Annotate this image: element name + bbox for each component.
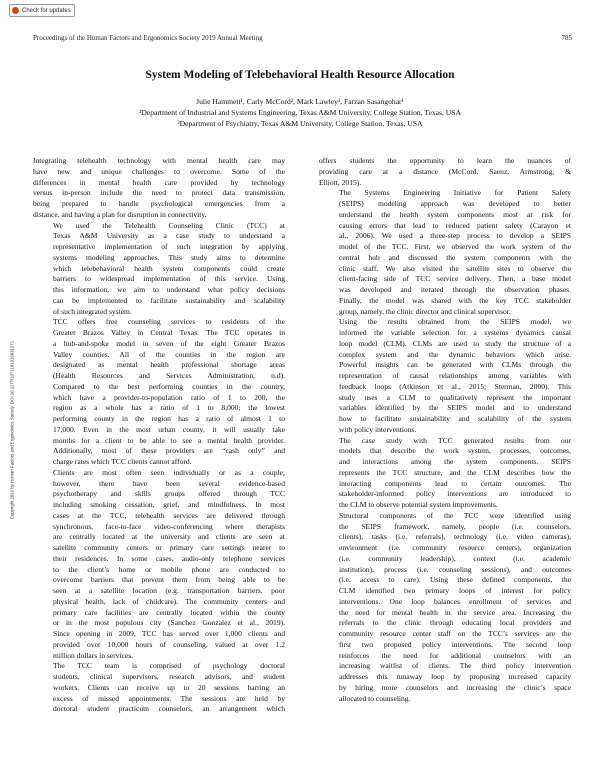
- text-line: community resource center staff on the TCC’s services are the: [339, 629, 571, 638]
- text-line: of such integrated system.: [53, 306, 132, 316]
- author-names: Julie Hammett¹, Carly McCord², Mark Lawley¹, Farzan Sasangohar¹: [196, 97, 404, 106]
- paragraph: [33, 317, 285, 468]
- text-line: complex system and the dynamic behaviors which arise.: [339, 349, 571, 359]
- text-line: client-facing side of TCC service delivery. Then, a base model: [339, 274, 571, 284]
- text-line: doctoral student practicum counselors, an arrangement which: [53, 704, 285, 714]
- affiliation-1: ¹Department of Industrial and Systems Engineering, Texas A&M University, College Station, Texas, USA: [139, 108, 461, 117]
- running-head: [33, 34, 572, 42]
- text-line: clients), tasks (i.e. referrals), technology (i.e. video cameras),: [339, 532, 571, 542]
- updates-icon: [12, 7, 19, 14]
- left-column: [33, 156, 285, 715]
- text-line: interacting components lead to certain outcomes. The: [339, 478, 571, 488]
- paper-title: System Modeling of Telebehavioral Health Resource Allocation: [145, 69, 455, 81]
- text-line: (i.e. access to care). Using these defined components, the: [339, 575, 571, 585]
- text-line: Valley counties. All of the counties in the region are: [53, 349, 285, 359]
- text-line: can be implemented to facilitate sustainability and scalability: [53, 295, 285, 305]
- paragraph: [319, 511, 571, 705]
- text-line: satellite community centers or primary care settings nearer to: [53, 543, 285, 552]
- right-column: [319, 156, 571, 704]
- text-line: excess of missed appointments. The sessions are held by: [53, 693, 285, 703]
- text-line: workers. Clients can receive up to 20 sessions barring an: [53, 682, 285, 692]
- text-line: interventions. One loop balances enrollment of services and: [339, 596, 571, 606]
- text-line: overcome barriers that prevent them from being able to be: [53, 575, 285, 585]
- text-line: CLM identified two primary loops of interest for policy: [339, 586, 571, 595]
- text-line: differences in mental health care provided by technology: [33, 177, 285, 187]
- text-line: understand the health system components most at risk for: [339, 209, 571, 219]
- text-line: providing care at a distance (McCord, Saenz, Armstrong, &: [319, 166, 571, 176]
- text-line: Greater Brazos Valley in Central Texas. The TCC operates in: [53, 328, 285, 337]
- text-line: primary care facilities are centrally located within the county: [53, 607, 285, 617]
- text-line: systems modeling approaches. This study aims to determine: [53, 252, 285, 262]
- text-line: students, clinical supervisors, research advisors, and student: [53, 672, 285, 681]
- text-line: region as a whole has a ratio of 1 to 8,000; the lowest: [53, 403, 285, 413]
- paragraph: [319, 188, 571, 317]
- text-line: seen at a satellite location (e.g. transportation barriers, poor: [53, 586, 285, 595]
- text-line: synchronous, face-to-face video-conferencing where therapists: [53, 521, 285, 531]
- paragraph: [33, 661, 285, 715]
- badge-label: Check for updates: [22, 7, 71, 14]
- text-line: institution), process (i.e. counseling sessions), and outcomes: [339, 564, 571, 574]
- text-line: the CLM to observe potential system improvements.: [339, 500, 498, 509]
- text-line: Structural components of the TCC were identified using: [339, 510, 571, 520]
- paragraph: [319, 156, 571, 188]
- text-line: al., 2006). We used a three-step process to develop a SEIPS: [339, 231, 571, 241]
- text-line: addresses this runaway loop by proposing increased capacity: [339, 672, 571, 681]
- text-line: by hiring more counselors and increasing the clinic’s space: [339, 682, 571, 692]
- text-line: group, namely, the clinic director and clinical supervisor.: [339, 306, 511, 316]
- text-line: being prepared to handle psychological emergencies from a: [33, 199, 285, 208]
- text-line: informed the variable selection for a systems dynamics causal: [339, 328, 571, 337]
- text-line: first two proposed policy interventions. The second loop: [339, 639, 571, 649]
- text-line: (Health Resources and Services Administration, n.d).: [53, 371, 285, 380]
- text-line: physical health, lack of childcare). The community centers and: [53, 596, 285, 606]
- text-line: including smoking cessation, grief, and mindfulness. In most: [53, 500, 285, 509]
- text-line: (SEIPS) modeling approach was developed to better: [339, 199, 571, 208]
- text-line: Integrating telehealth technology with mental health care may: [33, 156, 285, 165]
- text-line: or in the most populous city (Sanchez Gonzalez et al., 2019).: [53, 618, 285, 628]
- text-line: Finally, the model was shared with the key TCC stakeholder: [339, 295, 571, 305]
- text-line: was developed and iterated through the observation phases.: [339, 285, 571, 294]
- text-line: barriers to widespread implementation of this service. Using: [53, 274, 285, 284]
- text-line: stakeholder-informed policy interventions are introduced to: [339, 489, 571, 499]
- text-line: charge rates which TCC clients cannot afford.: [53, 457, 192, 466]
- paragraph: [319, 317, 571, 435]
- text-line: versus in-person include the need to protect data transmission,: [33, 188, 285, 198]
- text-line: million dollars in services.: [53, 650, 134, 660]
- text-line: provided over 10,000 hours of counseling, valued at over 1.2: [53, 639, 285, 649]
- text-line: clinic staff. We also visited the satellite sites to observe the: [339, 263, 571, 273]
- text-line: variables identified by the SEIPS model and to understand: [339, 403, 571, 413]
- text-line: TCC offers free counseling services to residents of the: [53, 317, 285, 327]
- text-line: loop model (CLM). CLMs are used to study the structure of a: [339, 338, 571, 348]
- text-line: The TCC team is comprised of psychology doctoral: [53, 661, 285, 671]
- text-line: represents the TCC structure, and the CLM describes how the: [339, 467, 571, 477]
- text-line: model of the TCC. First, we observed the work system of the: [339, 242, 571, 251]
- text-line: their residences. In some cases, audio-only telephone services: [53, 553, 285, 563]
- text-line: and interactions among the system components. SEIPS: [339, 457, 571, 466]
- text-line: have new and unique challenges to overcome. Some of the: [33, 166, 285, 176]
- text-line: representative implementation of such integration by applying: [53, 242, 285, 251]
- text-line: Elliott, 2015).: [319, 177, 362, 187]
- text-line: increasing waitlist of clients. The third policy intervention: [339, 661, 571, 671]
- text-line: performing county in the region has a ratio of almost 1 to: [53, 414, 285, 423]
- text-line: to the client’s home or mobile phone are conducted to: [53, 564, 285, 574]
- affiliation-2: ²Department of Psychiatry, Texas A&M University, College Station, Texas, USA: [177, 119, 423, 128]
- text-line: causing errors that lead to reduced patient safety (Carayon et: [339, 220, 571, 230]
- text-line: which have a provider-to-population ratio of 1 to 200, the: [53, 392, 285, 402]
- text-line: Clients are most often seen individually or as a couple;: [53, 467, 285, 477]
- author-block: [0, 96, 600, 129]
- paragraph: [319, 436, 571, 511]
- text-line: Since opening in 2009, TCC has served over 1,000 clients and: [53, 629, 285, 638]
- text-line: this information, we aim to understand what policy decisions: [53, 285, 285, 294]
- text-line: (i.e. community leadership), context (i.e. academic: [339, 553, 571, 563]
- text-line: psychotherapy and skills groups offered through TCC: [53, 489, 285, 499]
- text-line: allocated to counseling.: [339, 693, 411, 703]
- check-for-updates-badge[interactable]: [9, 4, 75, 17]
- text-line: how to facilitate sustainability and scalability of the system: [339, 414, 571, 423]
- text-line: however, there have been several evidence-based: [53, 478, 285, 488]
- text-line: Additionally, most of these providers are “cash only” and: [53, 446, 285, 456]
- page-number: 785: [561, 34, 572, 42]
- text-line: offers students the opportunity to learn the nuances of: [319, 156, 571, 165]
- text-line: feedback loops (Atkinson et al., 2015; Sterman, 2000). This: [339, 381, 571, 391]
- side-copyright-notice: Copyright 2019 by Human Factors and Ergonomics Society. DOI 10.1177/1071181319631271: [9, 340, 15, 520]
- text-line: Using the results obtained from the SEIPS model, we: [339, 317, 571, 327]
- running-head-left: Proceedings of the Human Factors and Ergonomics Society 2019 Annual Meeting: [33, 34, 263, 42]
- text-line: with policy interventions.: [339, 424, 417, 434]
- text-line: The Systems Engineering Initiative for Patient Safety: [339, 188, 571, 198]
- text-line: 17,000. Even in the most urban county, it will usually take: [53, 424, 285, 434]
- text-line: reinforces the need for additional counselors with an: [339, 650, 571, 660]
- paragraph: [33, 221, 285, 318]
- text-line: study uses a CLM to qualitatively represent the important: [339, 392, 571, 402]
- text-line: We used the Telehealth Counseling Clinic (TCC) at: [53, 220, 285, 230]
- text-line: distance, and having a plan for disruption in connectivity.: [33, 209, 207, 219]
- text-line: The case study with TCC generated results from our: [339, 435, 571, 445]
- text-line: are centrally located at the university and clients are seen at: [53, 532, 285, 542]
- text-line: the SEIPS framework, namely, people (i.e. counselors,: [339, 521, 571, 531]
- paragraph: [33, 468, 285, 662]
- text-line: central hub and discussed the system components with the: [339, 252, 571, 262]
- text-line: models that describe the work system, processes, outcomes,: [339, 446, 571, 456]
- text-line: which telebehavioral health system components could create: [53, 263, 285, 273]
- text-line: Texas A&M University as a case study to understand a: [53, 231, 285, 241]
- text-line: Compared to the best performing counties in the country,: [53, 381, 285, 391]
- text-line: cases at the TCC, telehealth services are delivered through: [53, 510, 285, 520]
- text-line: the need for mental health in the service area. Increasing the: [339, 607, 571, 617]
- text-line: months for a client to be able to see a mental health provider.: [53, 435, 285, 445]
- text-line: representation of causal relationships among variables with: [339, 371, 571, 380]
- text-line: designated as mental health professional shortage areas: [53, 360, 285, 370]
- text-line: referrals to the clinic through educating local providers and: [339, 618, 571, 628]
- text-line: a hub-and-spoke model in seven of the eight Greater Brazos: [53, 338, 285, 348]
- paragraph: [33, 156, 285, 221]
- text-line: Powerful insights can be generated with CLMs through the: [339, 360, 571, 370]
- text-line: environment (i.e. community resource centers), organization: [339, 543, 571, 552]
